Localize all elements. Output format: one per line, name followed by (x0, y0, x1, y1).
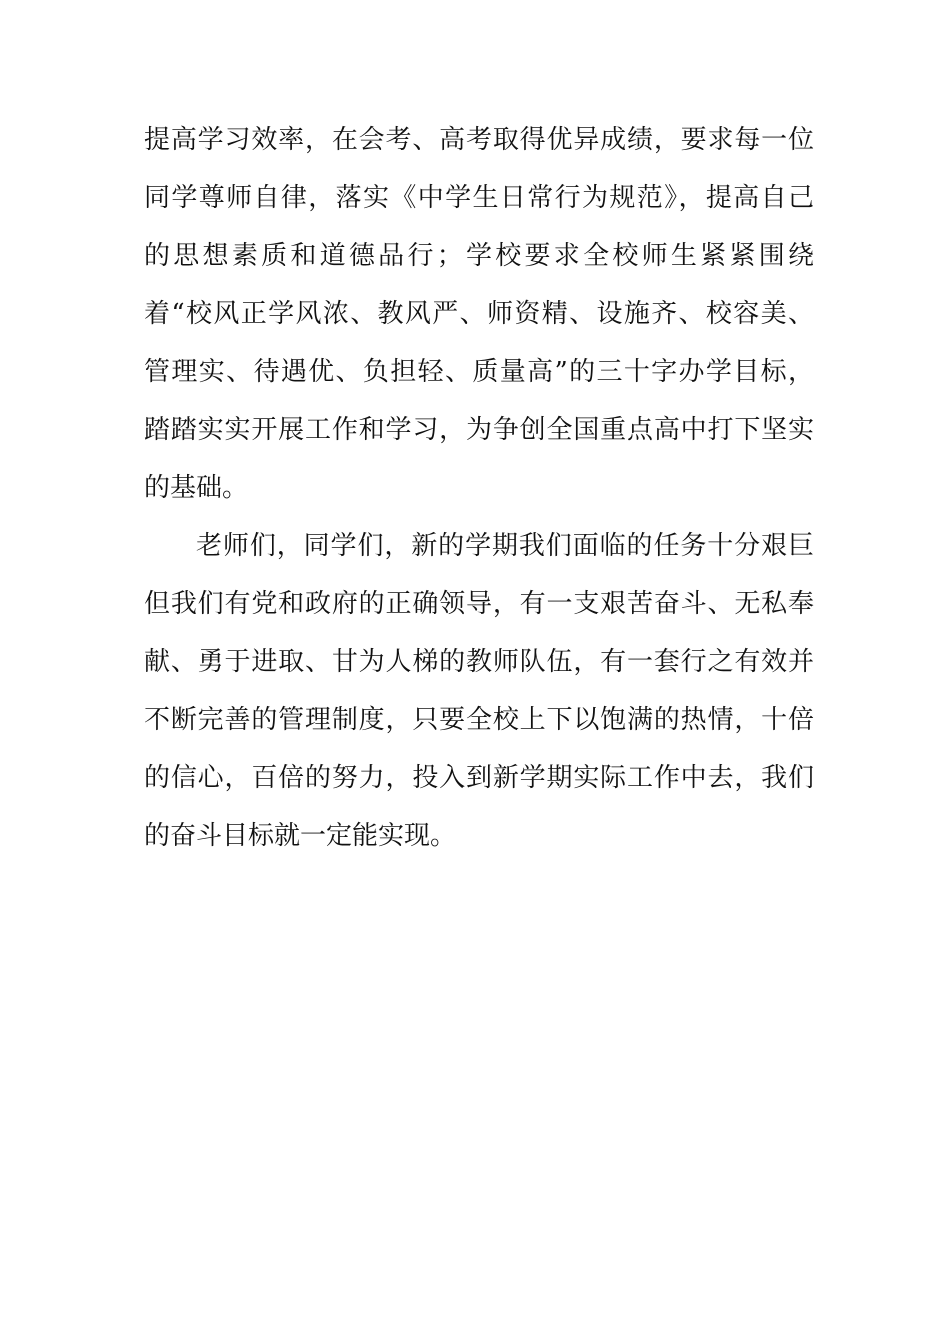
paragraph-line: 老师们，同学们，新的学期我们面临的任务十分艰巨 (196, 531, 814, 561)
paragraph-line: 同学尊师自律，落实《中学生日常行为规范》，提高自己 (144, 183, 814, 213)
paragraph-line: 的奋斗目标就一定能实现。 (144, 821, 457, 851)
paragraph-line: 踏踏实实开展工作和学习，为争创全国重点高中打下坚实 (144, 415, 814, 445)
paragraph-line: 的思想素质和道德品行；学校要求全校师生紧紧围绕 (144, 241, 814, 271)
paragraph-line: 的信心，百倍的努力，投入到新学期实际工作中去，我们 (144, 763, 814, 793)
paragraph-line: 的基础。 (144, 473, 249, 503)
paragraph-line: 献、勇于进取、甘为人梯的教师队伍，有一套行之有效并 (144, 647, 814, 677)
paragraph-line: 不断完善的管理制度，只要全校上下以饱满的热情，十倍 (144, 705, 814, 735)
paragraph-line: 着“校风正学风浓、教风严、师资精、设施齐、校容美、 (144, 299, 814, 329)
paragraph-line: 提高学习效率，在会考、高考取得优异成绩，要求每一位 (144, 125, 814, 155)
paragraph-line: 管理实、待遇优、负担轻、质量高”的三十字办学目标， (144, 357, 814, 387)
paragraph-line: 但我们有党和政府的正确领导，有一支艰苦奋斗、无私奉 (144, 589, 814, 619)
